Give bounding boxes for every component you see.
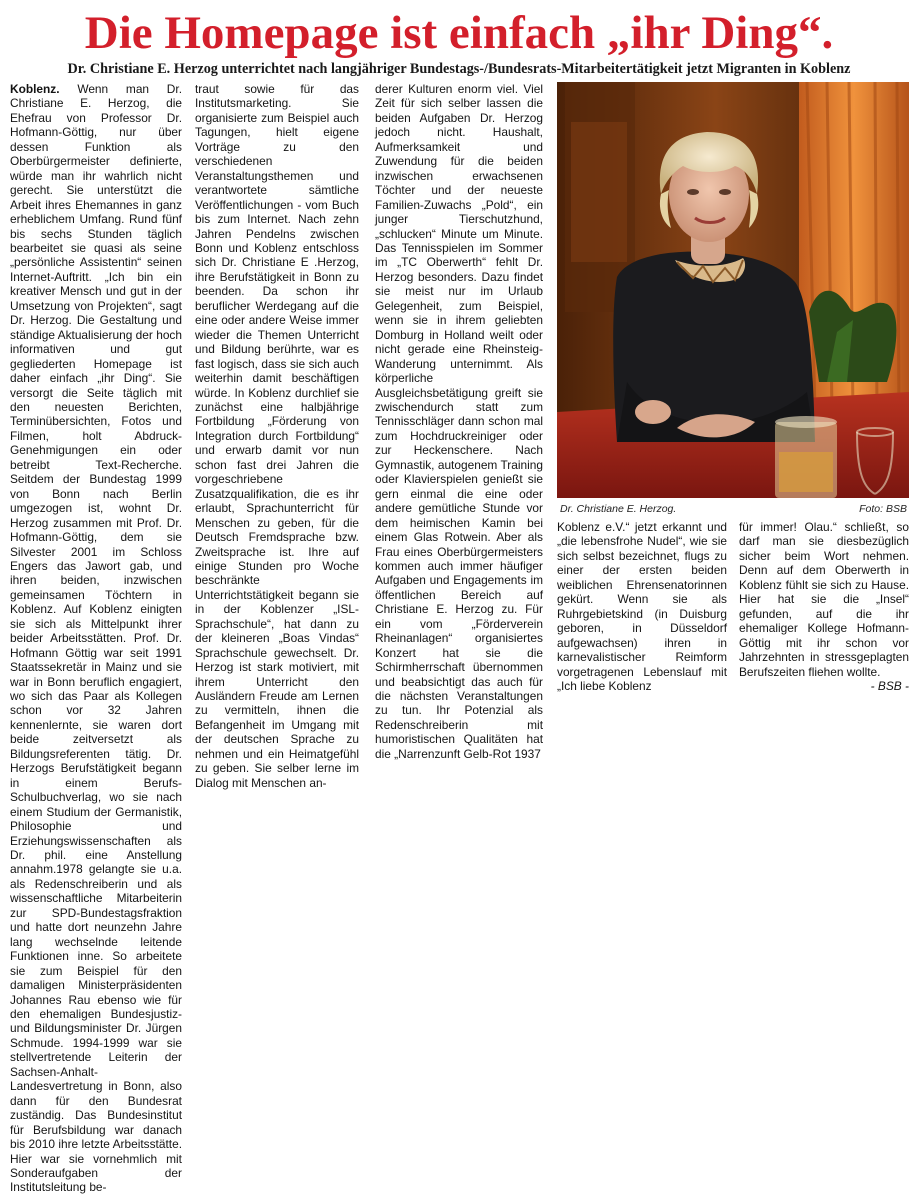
article-column-2 xyxy=(195,82,359,790)
article-text-col1: Wenn man Dr. Christiane E. Herzog, die Ehefrau von Professor Dr. Hofmann-Göttig, nur über dessen Funktion als Oberbürgermeister definierte, würde man ihr wahrlich nicht gerecht. Sie unterstützt die Arbeit ihres Ehemannes in ganz erheblichem Umfang. Rund fünf bis sechs Stunden täglich bearbeitet sie quasi als seine „persönliche Assistentin“ seinen Internet-Auftritt. „Ich bin ein kreativer Mensch und gut in der Umsetzung von Projekten“, sagt Dr. Herzog. Die Gestaltung und ständige Aktualisierung der hoch informativen und gut gegliederten Homepage ist daher einfach „ihr Ding“. Sie versorgt die Seite täglich mit den neuesten Berichten, Terminübersichten, Fotos und Filmen, holt Abdruck-Genehmigungen ein oder betreibt Text-Recherche. Seitdem der Bundestag 1999 von Bonn nach Berlin umgezogen ist, wohnt Dr. Herzog zusammen mit Prof. Dr. Hofmann-Göttig, dem sie Silvester 2001 im Schloss Engers das Jawort gab, und ihren beiden, inzwischen gemeinsamen Töchtern in Koblenz. Auf Koblenz einigten sie sich als Mittelpunkt ihrer beider Arbeitsstätten. Prof. Dr. Hofmann Göttig war seit 1991 Staatssekretär in Mainz und sie war in Bonn beruflich engagiert, wo sich das Paar als Kollegen schon vor 32 Jahren kennenlernte, sie waren dort beide zeitversetzt als Bildungsreferenten tätig. Dr. Herzogs Berufstätigkeit begann in einem Berufs-Schulbuchverlag, wo sie nach einem Studium der Germanistik, Philosophie und Erziehungswissenschaften als Dr. phil. eine Anstellung annahm.1978 gelangte sie u.a. als Redenschreiberin und als wissenschaftliche Mitarbeiterin zur SPD-Bundestagsfraktion und hatte dort neunzehn Jahre lang wechselnde leitende Funktionen inne. So arbeitete sie zum Beispiel für den damaligen Ministerpräsidenten Johannes Rau ebenso wie für den ehemaligen Bundesjustiz- und Bildungsminister Dr. Jürgen Schmude. 1994-1999 war sie stellvertretende Leiterin der Sachsen-Anhalt-Landesvertretung in Bonn, also dann für den Bundesrat zuständig. Das Bundesinstitut für Berufsbildung war danach bis 2010 ihre letzte Arbeitsstätte. Hier war sie vornehmlich mit Sonderaufgaben der Institutsleitung be- xyxy=(10,82,182,1195)
article-column-3 xyxy=(375,82,543,761)
article-signature: - BSB - xyxy=(870,678,909,693)
subheadline: Dr. Christiane E. Herzog unterrichtet nach langjähriger Bundestags-/Bundesrats-Mitarbeitertätigkeit jetzt Migranten in Koblenz xyxy=(67,61,851,77)
article-column-5 xyxy=(739,520,909,693)
headline: Die Homepage ist einfach „ihr Ding“. xyxy=(84,7,834,59)
article-paragraph xyxy=(10,82,182,1195)
photo-caption xyxy=(557,502,909,516)
article-column-1 xyxy=(10,82,182,1195)
article-text-col2: traut sowie für das Institutsmarketing. Sie organisierte zum Beispiel auch Tagungen, hielt eigene Vorträge zu den verschiedenen Veranstaltungsthemen und verantwortete sämtliche Veröffentlichungen - vom Buch bis zum Internet. Nach zehn Jahren Pendelns zwischen Bonn und Koblenz entschloss sich Dr. Christiane E .Herzog, ihre Berufstätigkeit in Bonn zu beenden. Da schon ihr beruflicher Werdegang auf die eine oder andere Weise immer wieder die Themen Unterricht und Bildung berührte, war es fast logisch, dass sie sich auch weiterhin damit beschäftigen würde. In Koblenz durchlief sie zunächst eine halbjährige Fortbildung „Förderung von Integration durch Fortbildung“ und erwarb damit vor nun schon fast drei Jahren die vorgeschriebene Zusatzqualifikation, die es ihr erlaubt, Sprachunterricht für Menschen zu geben, für die Deutsch Fremdsprache bzw. Zweitsprache ist. Ihre auf einige Stunden pro Woche beschränkte Unterrichtstätigkeit begann sie in der Koblenzer „ISL-Sprachschule“, hat dann zu der kleineren „Boas Vindas“ Sprachschule gewechselt. Dr. Herzog ist stark motiviert, mit ihrem Unterricht den Ausländern Freude am Lernen zu vermitteln, ihnen die Befangenheit im Umgang mit der deutschen Sprache zu nehmen und ein Heimatgefühl zu geben. Sie selber lerne im Dialog mit Menschen an- xyxy=(195,82,359,790)
portrait-photo xyxy=(557,82,909,498)
article-column-4 xyxy=(557,520,727,693)
portrait-illustration xyxy=(557,82,909,498)
article-text-col3: derer Kulturen enorm viel. Viel Zeit für sich selber lassen die beiden Aufgaben Dr. Herzog jedoch nicht. Haushalt, Aufmerksamkeit und Zuwendung für die beiden inzwischen erwachsenen Töchter und der neueste Familien-Zuwachs „Pold“, ein junger Tierschutzhund, „schlucken“ Minute um Minute. Das Tennisspielen im Sommer im „TC Oberwerth“ fehlt Dr. Herzog besonders. Dazu findet sie meist nur im Urlaub Gelegenheit, zum Beispiel, wenn sie in ihrem geliebten Domburg in Holland weilt oder nicht gerade eine Rheinsteig-Wanderung unternimmt. Als körperliche Ausgleichsbetätigung greift sie zwischendurch statt zum Tennisschläger dann schon mal zum Hochdruckreiniger oder zur Heckenschere. Nach Gymnastik, autogenem Training oder Klavierspielen genießt sie gern einmal die eine oder andere gemütliche Stunde vor dem heimischen Kamin bei einem Glas Rotwein. Aber als Frau eines Oberbürgermeisters kommen auch immer häufiger Aufgaben und Engagements im öffentlichen Bereich auf Christiane E. Herzog zu. Für ein vom „Förderverein Rheinanlagen“ organisiertes Konzert hat sie die Schirmherrschaft übernommen und beabsichtigt das auch für die nächsten Veranstaltungen zu tun. Ihr Potenzial als Redenschreiberin mit humoristischen Qualitäten hat die „Narrenzunft Gelb-Rot 1937 xyxy=(375,82,543,761)
article-text-col5: für immer! Olau.“ schließt, so darf man sie diesbezüglich sicher beim Wort nehmen. Denn auf dem Oberwerth in Koblenz fühlt sie sich zu Hause. Hier hat sie die „Insel“ gefunden, auf die ihr ehemaliger Kollege Hofmann-Göttig mit ihr schon vor Jahrzehnten in stressgeplagten Berufszeiten fliehen wollte. xyxy=(739,520,909,679)
caption-text: Dr. Christiane E. Herzog. xyxy=(560,503,677,515)
photo-credit: Foto: BSB xyxy=(859,503,907,515)
dateline: Koblenz. xyxy=(10,82,60,96)
article-text-col4: Koblenz e.V.“ jetzt erkannt und „die lebensfrohe Nudel“, wie sie sich selbst bezeichnet, flugs zu einer der ersten beiden weiblichen Ehrensenatorinnen gekürt. Wenn sie als Ruhrgebietskind (in Duisburg geboren, in Düsseldorf aufgewachsen) ihren in karnevalistischer Reimform vorgetragenen Lebenslauf mit „Ich liebe Koblenz xyxy=(557,520,727,693)
